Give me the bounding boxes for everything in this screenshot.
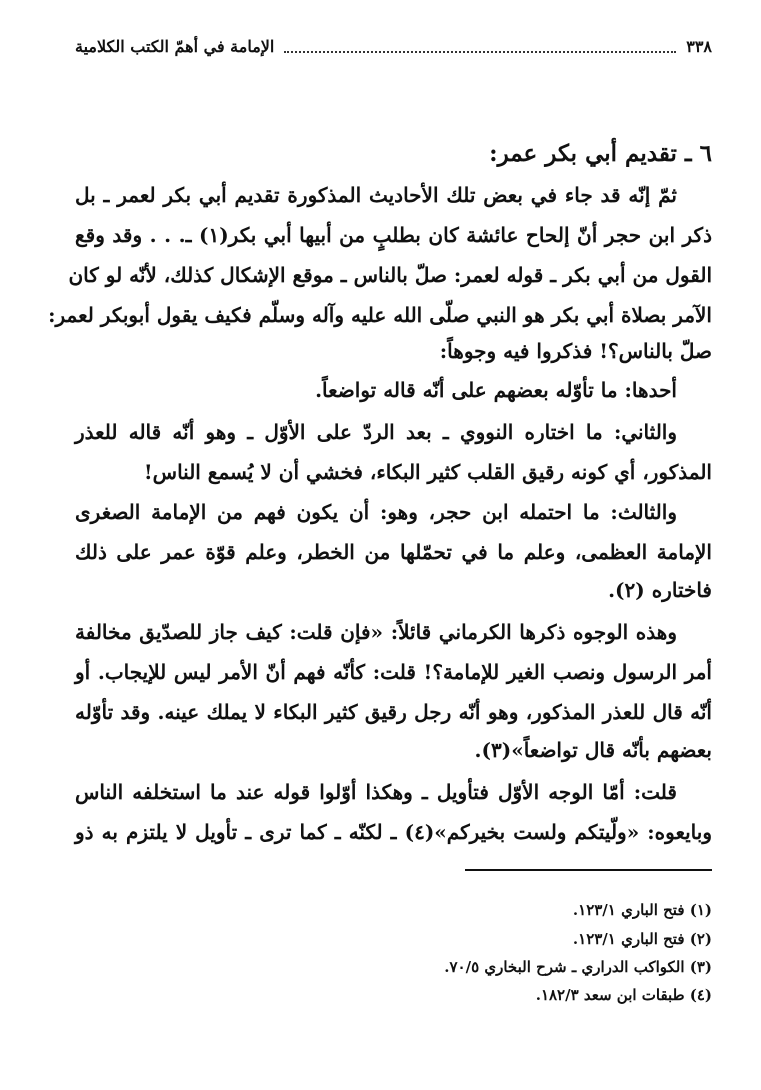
- section-heading: ٦ ـ تقديم أبي بكر عمر:: [489, 140, 712, 167]
- text-line: وبايعوه: «ولّيتكم ولست بخيركم»(٤) ـ لكنّه ـ كما ترى ـ تأويل لا يلتزم به ذو: [75, 820, 712, 844]
- page-number: ٣٣٨: [686, 36, 712, 56]
- text-line: صلّ بالناس؟! فذكروا فيه وجوهاً:: [439, 339, 712, 363]
- text-line: بعضهم بأنّه قال تواضعاً»(٣).: [474, 738, 712, 762]
- text-line: فاختاره (٢).: [608, 578, 712, 602]
- text-line: المذكور، أي كونه رقيق القلب كثير البكاء، فخشي أن لا يُسمع الناس!: [143, 460, 712, 484]
- footnote-separator: [465, 869, 712, 871]
- running-title: الإمامة في أهمّ الكتب الكلامية: [75, 36, 275, 56]
- header-dot-leader: [284, 39, 676, 53]
- footnote: (٤) طبقات ابن سعد ١٨٢/٣.: [535, 986, 712, 1004]
- text-line: ذكر ابن حجر أنّ إلحاح عائشة كان بطلبٍ من أبيها أبي بكر(١) ـ. . . وقد وقع: [75, 223, 712, 247]
- text-line: القول من أبي بكر ـ قوله لعمر: صلّ بالناس ـ موقع الإشكال كذلك، لأنّه لو كان: [68, 263, 712, 287]
- text-line: ثمّ إنّه قد جاء في بعض تلك الأحاديث المذكورة تقديم أبي بكر لعمر ـ بل: [75, 183, 677, 207]
- text-line: وهذه الوجوه ذكرها الكرماني قائلاً: «فإن قلت: كيف جاز للصدّيق مخالفة: [75, 620, 677, 644]
- text-line: والثاني: ما اختاره النووي ـ بعد الردّ على الأوّل ـ وهو أنّه قاله للعذر: [75, 420, 677, 444]
- footnote: (٢) فتح الباري ١٢٣/١.: [572, 930, 712, 948]
- running-header: [75, 32, 712, 60]
- text-line: الإمامة العظمى، وعلم ما في تحمّلها من الخطر، وعلم قوّة عمر على ذلك: [75, 540, 712, 564]
- footnote: (٣) الكواكب الدراري ـ شرح البخاري ٧٠/٥.: [444, 958, 712, 976]
- text-line: أنّه قال للعذر المذكور، وهو أنّه رجل رقيق كثير البكاء لا يملك عينه. وقد تأوّله: [75, 700, 712, 724]
- text-line: الآمر بصلاة أبي بكر هو النبي صلّى الله عليه وآله وسلّم فكيف يقول أبوبكر لعمر:: [48, 303, 712, 327]
- footnote: (١) فتح الباري ١٢٣/١.: [572, 901, 712, 919]
- text-line: أمر الرسول ونصب الغير للإمامة؟! قلت: كأنّه فهم أنّ الأمر ليس للإيجاب. أو: [75, 660, 712, 684]
- text-line: قلت: أمّا الوجه الأوّل فتأويل ـ وهكذا أوّلوا قوله عند ما استخلفه الناس: [75, 780, 677, 804]
- text-line: والثالث: ما احتمله ابن حجر، وهو: أن يكون فهم من الإمامة الصغرى: [75, 500, 677, 524]
- text-line: أحدها: ما تأوّله بعضهم على أنّه قاله تواضعاً.: [315, 378, 677, 402]
